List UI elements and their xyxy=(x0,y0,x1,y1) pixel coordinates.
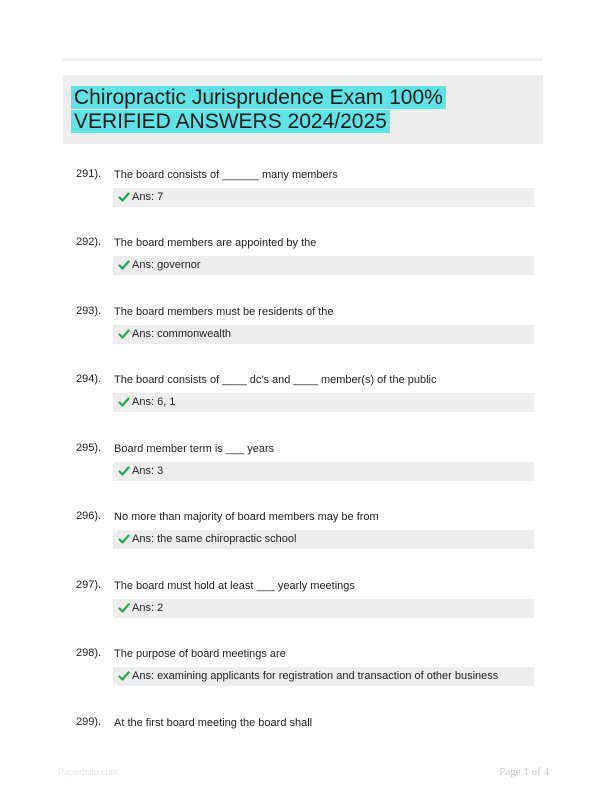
answer-text: Ans: 2 xyxy=(132,602,164,614)
question-number: 291). xyxy=(76,168,102,180)
qa-item xyxy=(63,373,543,433)
page-number: Page 1 of 4 xyxy=(499,766,549,778)
qa-item xyxy=(63,236,543,296)
qa-item xyxy=(63,168,543,228)
answer-text: Ans: 6, 1 xyxy=(132,396,176,408)
answer-box xyxy=(113,393,534,412)
answer-box xyxy=(113,530,534,549)
answer-text: Ans: governor xyxy=(132,259,201,271)
question-text: The board must hold at least ___ yearly meetings xyxy=(114,580,355,592)
qa-item xyxy=(63,716,543,736)
question-text: The board members are appointed by the xyxy=(114,237,317,249)
question-number: 292). xyxy=(76,236,102,248)
question-text: The board consists of ______ many members xyxy=(114,169,338,181)
answer-text: Ans: commonwealth xyxy=(132,328,232,340)
answer-box xyxy=(113,256,534,275)
answer-box xyxy=(113,462,534,481)
question-number: 297). xyxy=(76,579,102,591)
qa-item xyxy=(63,579,543,639)
qa-item xyxy=(63,305,543,365)
check-icon xyxy=(118,259,130,271)
question-number: 295). xyxy=(76,442,102,454)
question-text: The board consists of ____ dc's and ____ member(s) of the public xyxy=(114,374,437,386)
qa-item xyxy=(63,442,543,502)
top-divider xyxy=(63,58,543,61)
question-text: The board members must be residents of the xyxy=(114,306,334,318)
answer-text: Ans: 3 xyxy=(132,465,164,477)
check-icon xyxy=(118,465,130,477)
check-icon xyxy=(118,191,130,203)
answer-text: Ans: the same chiropractic school xyxy=(132,533,297,545)
question-text: The purpose of board meetings are xyxy=(114,648,286,660)
title-line-2: VERIFIED ANSWERS 2024/2025 xyxy=(71,110,390,133)
question-text: At the first board meeting the board shall xyxy=(114,717,313,729)
question-number: 294). xyxy=(76,373,102,385)
check-icon xyxy=(118,602,130,614)
question-number: 299). xyxy=(76,716,102,728)
answer-text: Ans: examining applicants for registration and transaction of other business xyxy=(132,670,499,682)
check-icon xyxy=(118,396,130,408)
document-title xyxy=(71,86,446,134)
answer-box xyxy=(113,188,534,207)
check-icon xyxy=(118,328,130,340)
question-number: 293). xyxy=(76,305,102,317)
check-icon xyxy=(118,670,130,682)
title-line-1: Chiropractic Jurisprudence Exam 100% xyxy=(71,86,446,109)
qa-item xyxy=(63,647,543,707)
qa-item xyxy=(63,510,543,570)
answer-box xyxy=(113,325,534,344)
question-text: No more than majority of board members may be from xyxy=(114,511,379,523)
answer-text: Ans: 7 xyxy=(132,191,164,203)
question-text: Board member term is ___ years xyxy=(114,443,275,455)
question-number: 296). xyxy=(76,510,102,522)
question-number: 298). xyxy=(76,647,102,659)
footer-watermark: Paperfolio.com xyxy=(58,767,119,777)
check-icon xyxy=(118,533,130,545)
answer-box xyxy=(113,599,534,618)
title-panel xyxy=(63,75,543,144)
answer-box xyxy=(113,667,534,686)
